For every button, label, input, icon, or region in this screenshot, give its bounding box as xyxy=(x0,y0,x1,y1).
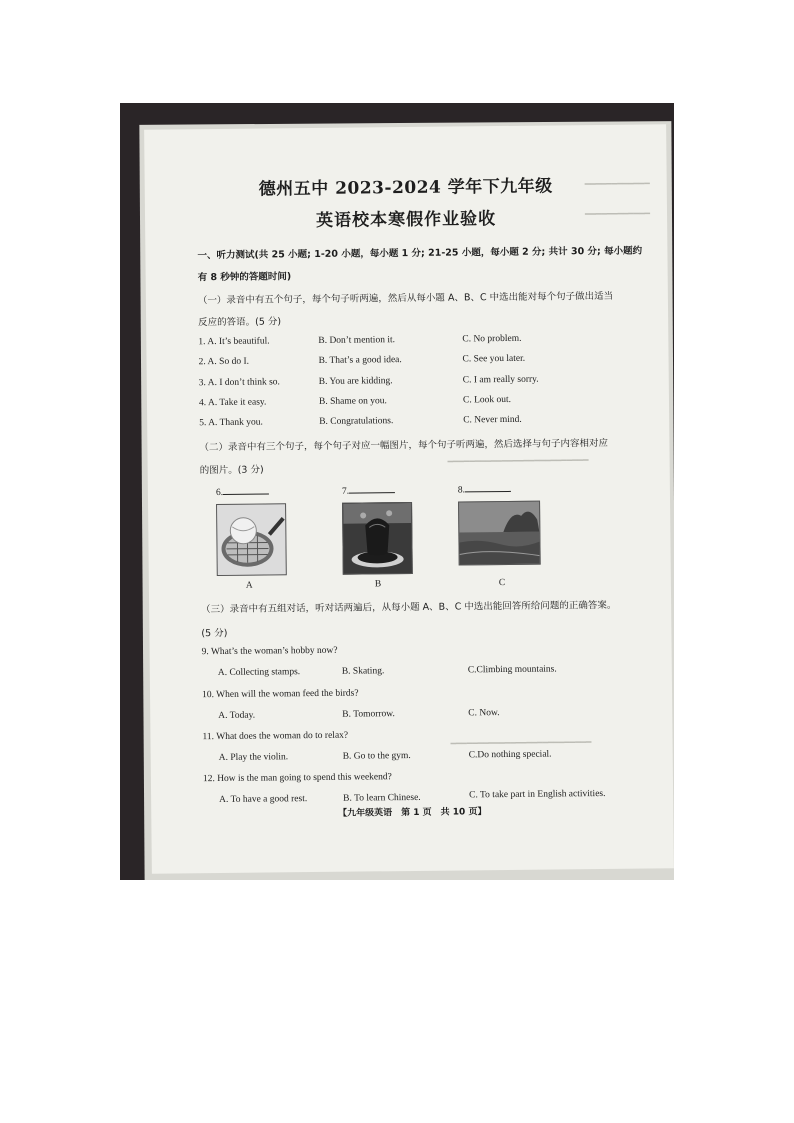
bleed-through-text: ━━━━━━━━━━━━ xyxy=(584,208,651,220)
q9-question: 9. What’s the woman’s hobby now? xyxy=(201,645,338,658)
q9-option-b: B. Skating. xyxy=(341,666,385,677)
q12-question: 12. How is the man going to spend this weekend? xyxy=(202,772,392,785)
q11-option-c: C.Do nothing special. xyxy=(468,749,552,761)
section1-heading-line2: 有 8 秒钟的答题时间) xyxy=(197,271,292,284)
seaside-landscape-picture xyxy=(458,501,541,566)
bleed-through-text: ━━━━━━━━━━━━━━━━━━━━━━━━━━ xyxy=(447,455,589,467)
q11-option-a: A. Play the violin. xyxy=(218,752,289,764)
q5-option-c: C. Never mind. xyxy=(463,414,522,426)
bleed-through-text: ━━━━━━━━━━━━ xyxy=(584,178,650,190)
q1-option-c: C. No problem. xyxy=(462,333,522,345)
q4-option-b: B. Shame on you. xyxy=(318,396,387,407)
q2-option-a: 2. A. So do I. xyxy=(198,356,250,368)
q7-answer-blank: 7. xyxy=(342,483,395,497)
part2-instruction-line1: （二）录音中有三个句子，每个句子对应一幅图片，每个句子听两遍，然后选择与句子内容相对应 xyxy=(199,437,609,454)
q10-question: 10. When will the woman feed the birds? xyxy=(201,688,359,701)
exam-page xyxy=(144,124,674,873)
q4-option-c: C. Look out. xyxy=(462,394,512,406)
q2-option-b: B. That’s a good idea. xyxy=(318,355,402,366)
q10-option-c: C. Now. xyxy=(468,708,500,719)
q5-option-b: B. Congratulations. xyxy=(319,416,394,427)
q9-option-a: A. Collecting stamps. xyxy=(217,667,301,679)
picture-label-b: B xyxy=(374,579,382,590)
q1-option-a: 1. A. It’s beautiful. xyxy=(198,336,270,348)
q12-option-a: A. To have a good rest. xyxy=(219,794,308,806)
q3-option-c: C. I am really sorry. xyxy=(462,374,539,386)
section1-heading-line1: 一、听力测试(共 25 小题; 1-20 小题，每小题 1 分; 21-25 小题，每小题 2 分; 共计 30 分; 每小题约 xyxy=(197,245,643,262)
q2-option-c: C. See you later. xyxy=(462,353,526,365)
q10-option-a: A. Today. xyxy=(218,710,256,722)
q3-option-a: 3. A. I don’t think so. xyxy=(198,377,280,389)
part1-instruction-line1: （一）录音中有五个句子，每个句子听两遍，然后从每小题 A、B、C 中选出能对每个句子做出适当 xyxy=(197,290,614,307)
part3-instruction-line2: (5 分) xyxy=(201,627,228,640)
q1-option-b: B. Don’t mention it. xyxy=(318,335,396,346)
q5-option-a: 5. A. Thank you. xyxy=(199,417,263,429)
exam-photo xyxy=(120,103,674,880)
q6-answer-blank: 6. xyxy=(216,484,269,498)
q12-option-b: B. To learn Chinese. xyxy=(343,792,421,804)
part2-instruction-line2: 的图片。(3 分) xyxy=(199,464,264,477)
q3-option-b: B. You are kidding. xyxy=(318,376,393,387)
picture-label-c: C xyxy=(498,577,506,589)
q10-option-b: B. Tomorrow. xyxy=(342,709,395,720)
exam-title-line1: 德州五中 2023-2024 学年下九年级 xyxy=(258,176,553,200)
chocolate-fountain-picture xyxy=(342,502,413,575)
picture-label-a: A xyxy=(245,580,253,591)
page-footer: 【九年级英语 第 1 页 共 10 页】 xyxy=(338,807,487,819)
part3-instruction-line1: （三）录音中有五组对话，听对话两遍后，从每小题 A、B、C 中选出能回答所给问题的正确答案。 xyxy=(201,599,617,616)
exam-title-line2: 英语校本寒假作业验收 xyxy=(315,209,497,231)
q11-question: 11. What does the woman do to relax? xyxy=(202,730,349,743)
q11-option-b: B. Go to the gym. xyxy=(342,750,411,762)
q12-option-c: C. To take part in English activities. xyxy=(469,788,606,801)
q8-answer-blank: 8. xyxy=(458,482,511,496)
q9-option-c: C.Climbing mountains. xyxy=(467,664,557,676)
bleed-through-text: ━━━━━━━━━━━━━━━━━━━━━━━━━━ xyxy=(450,737,592,749)
part1-instruction-line2: 反应的答语。(5 分) xyxy=(198,316,282,329)
q4-option-a: 4. A. Take it easy. xyxy=(198,397,267,409)
tennis-racket-ball-picture xyxy=(216,503,287,576)
